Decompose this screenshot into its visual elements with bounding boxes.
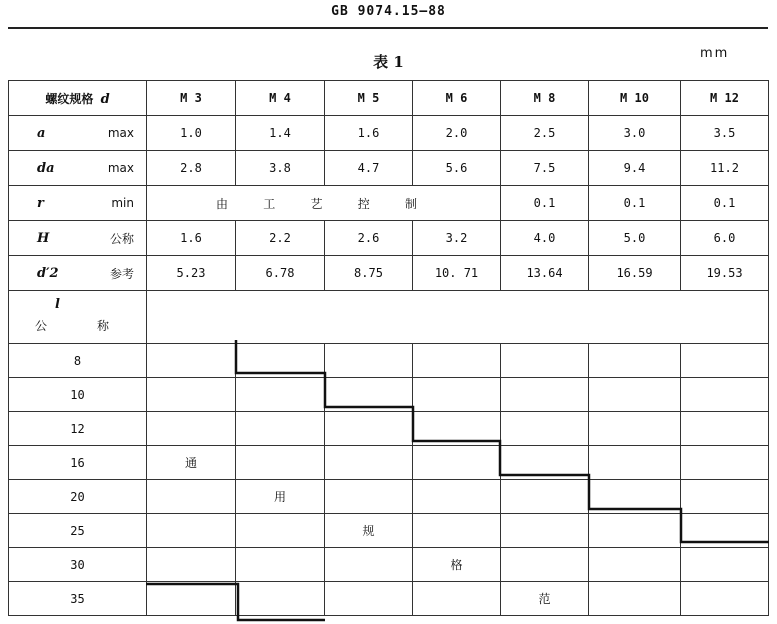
range-cell [325, 480, 413, 514]
range-cell [681, 344, 769, 378]
length-row [9, 548, 769, 582]
range-cell [325, 548, 413, 582]
range-cell [501, 514, 589, 548]
value-cell: 1.4 [236, 116, 325, 151]
range-cell [413, 480, 501, 514]
value-cell: 9.4 [589, 151, 681, 186]
row-label [9, 221, 147, 256]
row-label [9, 116, 147, 151]
length-value: 8 [9, 344, 147, 378]
range-cell [236, 412, 325, 446]
range-cell [325, 344, 413, 378]
range-cell [325, 378, 413, 412]
row-symbol: H [37, 230, 50, 246]
size-header: M 10 [589, 81, 681, 116]
length-header-span [147, 291, 769, 344]
value-cell: 3.0 [589, 116, 681, 151]
length-row [9, 378, 769, 412]
range-cell [589, 548, 681, 582]
unit-label: mm [700, 46, 730, 61]
range-cell [681, 514, 769, 548]
length-value: 16 [9, 446, 147, 480]
value-cell: 2.5 [501, 116, 589, 151]
row-qualifier: max [107, 161, 134, 175]
size-header: M 5 [325, 81, 413, 116]
range-cell [147, 480, 236, 514]
length-value: 25 [9, 514, 147, 548]
row-symbol: a [37, 125, 46, 141]
thread-spec-header [9, 81, 147, 116]
value-cell: 3.2 [413, 221, 501, 256]
value-cell: 4.0 [501, 221, 589, 256]
range-cell [501, 480, 589, 514]
length-row [9, 412, 769, 446]
value-cell: 6.0 [681, 221, 769, 256]
range-cell [589, 446, 681, 480]
length-header-cell [9, 291, 147, 344]
length-row [9, 582, 769, 616]
top-rule [8, 27, 768, 29]
range-cell [413, 582, 501, 616]
value-cell: 11.2 [681, 151, 769, 186]
dimension-row-a [9, 116, 769, 151]
range-cell [413, 412, 501, 446]
value-cell: 5.23 [147, 256, 236, 291]
range-cell [236, 548, 325, 582]
range-cell [147, 514, 236, 548]
row-qualifier: 参考 [109, 266, 134, 281]
range-cell [501, 412, 589, 446]
range-cell [681, 582, 769, 616]
range-cell [501, 378, 589, 412]
dimension-row-h [9, 221, 769, 256]
range-cell [236, 378, 325, 412]
length-row [9, 344, 769, 378]
value-cell: 1.6 [325, 116, 413, 151]
value-cell: 3.5 [681, 116, 769, 151]
value-cell: 1.0 [147, 116, 236, 151]
length-row [9, 514, 769, 548]
value-cell: 5.6 [413, 151, 501, 186]
value-cell: 4.7 [325, 151, 413, 186]
size-header: M 12 [681, 81, 769, 116]
range-cell [501, 446, 589, 480]
general-range-char: 格 [413, 548, 501, 582]
row-label [9, 186, 147, 221]
range-cell [236, 582, 325, 616]
specification-table [8, 80, 769, 616]
range-cell [589, 514, 681, 548]
header-row [9, 81, 769, 116]
range-cell [681, 378, 769, 412]
dimension-row-d2 [9, 256, 769, 291]
size-header: M 4 [236, 81, 325, 116]
table-title: 表 1 [373, 53, 404, 71]
length-header-row [9, 291, 769, 344]
range-cell [147, 378, 236, 412]
range-cell [589, 582, 681, 616]
length-label-right: 称 [97, 319, 110, 333]
standard-code: GB 9074.15—88 [331, 4, 446, 19]
row-symbol: da [37, 160, 55, 176]
value-cell: 7.5 [501, 151, 589, 186]
thread-spec-symbol: d [100, 91, 110, 107]
value-cell: 13.64 [501, 256, 589, 291]
length-value: 35 [9, 582, 147, 616]
process-controlled-cell: 由 工 艺 控 制 [147, 186, 501, 221]
range-cell [589, 344, 681, 378]
range-cell [501, 548, 589, 582]
range-cell [589, 378, 681, 412]
length-value: 12 [9, 412, 147, 446]
general-range-char: 规 [325, 514, 413, 548]
range-cell [147, 582, 236, 616]
range-cell [147, 412, 236, 446]
thread-spec-label: 螺纹规格 [45, 91, 94, 106]
value-cell: 1.6 [147, 221, 236, 256]
range-cell [147, 548, 236, 582]
length-row [9, 480, 769, 514]
value-cell: 3.8 [236, 151, 325, 186]
range-cell [681, 412, 769, 446]
range-cell [413, 344, 501, 378]
range-cell [236, 446, 325, 480]
value-cell: 0.1 [681, 186, 769, 221]
range-cell [236, 514, 325, 548]
row-label [9, 151, 147, 186]
range-cell [501, 344, 589, 378]
range-cell [681, 548, 769, 582]
row-label [9, 256, 147, 291]
value-cell: 5.0 [589, 221, 681, 256]
general-range-char: 用 [236, 480, 325, 514]
general-range-char: 范 [501, 582, 589, 616]
value-cell: 10. 71 [413, 256, 501, 291]
row-symbol: r [37, 195, 44, 211]
range-cell [325, 412, 413, 446]
length-value: 10 [9, 378, 147, 412]
row-qualifier: 公称 [109, 231, 134, 246]
value-cell: 19.53 [681, 256, 769, 291]
size-header: M 3 [147, 81, 236, 116]
length-value: 30 [9, 548, 147, 582]
range-cell [589, 412, 681, 446]
value-cell: 2.8 [147, 151, 236, 186]
value-cell: 2.6 [325, 221, 413, 256]
range-cell [236, 344, 325, 378]
value-cell: 8.75 [325, 256, 413, 291]
range-cell [325, 582, 413, 616]
row-qualifier: max [107, 126, 134, 140]
dimension-row-r [9, 186, 769, 221]
value-cell: 6.78 [236, 256, 325, 291]
general-range-char: 通 [147, 446, 236, 480]
length-row [9, 446, 769, 480]
range-cell [147, 344, 236, 378]
row-qualifier: min [111, 196, 134, 210]
range-cell [413, 514, 501, 548]
length-value: 20 [9, 480, 147, 514]
value-cell: 16.59 [589, 256, 681, 291]
value-cell: 2.0 [413, 116, 501, 151]
range-cell [681, 446, 769, 480]
size-header: M 6 [413, 81, 501, 116]
range-cell [589, 480, 681, 514]
length-label-left: 公 [35, 319, 48, 333]
value-cell: 0.1 [501, 186, 589, 221]
value-cell: 0.1 [589, 186, 681, 221]
dimension-row-da [9, 151, 769, 186]
size-header: M 8 [501, 81, 589, 116]
range-cell [413, 378, 501, 412]
range-cell [413, 446, 501, 480]
length-symbol: l [55, 297, 60, 312]
row-symbol: d′2 [37, 265, 59, 281]
range-cell [325, 446, 413, 480]
value-cell: 2.2 [236, 221, 325, 256]
range-cell [681, 480, 769, 514]
